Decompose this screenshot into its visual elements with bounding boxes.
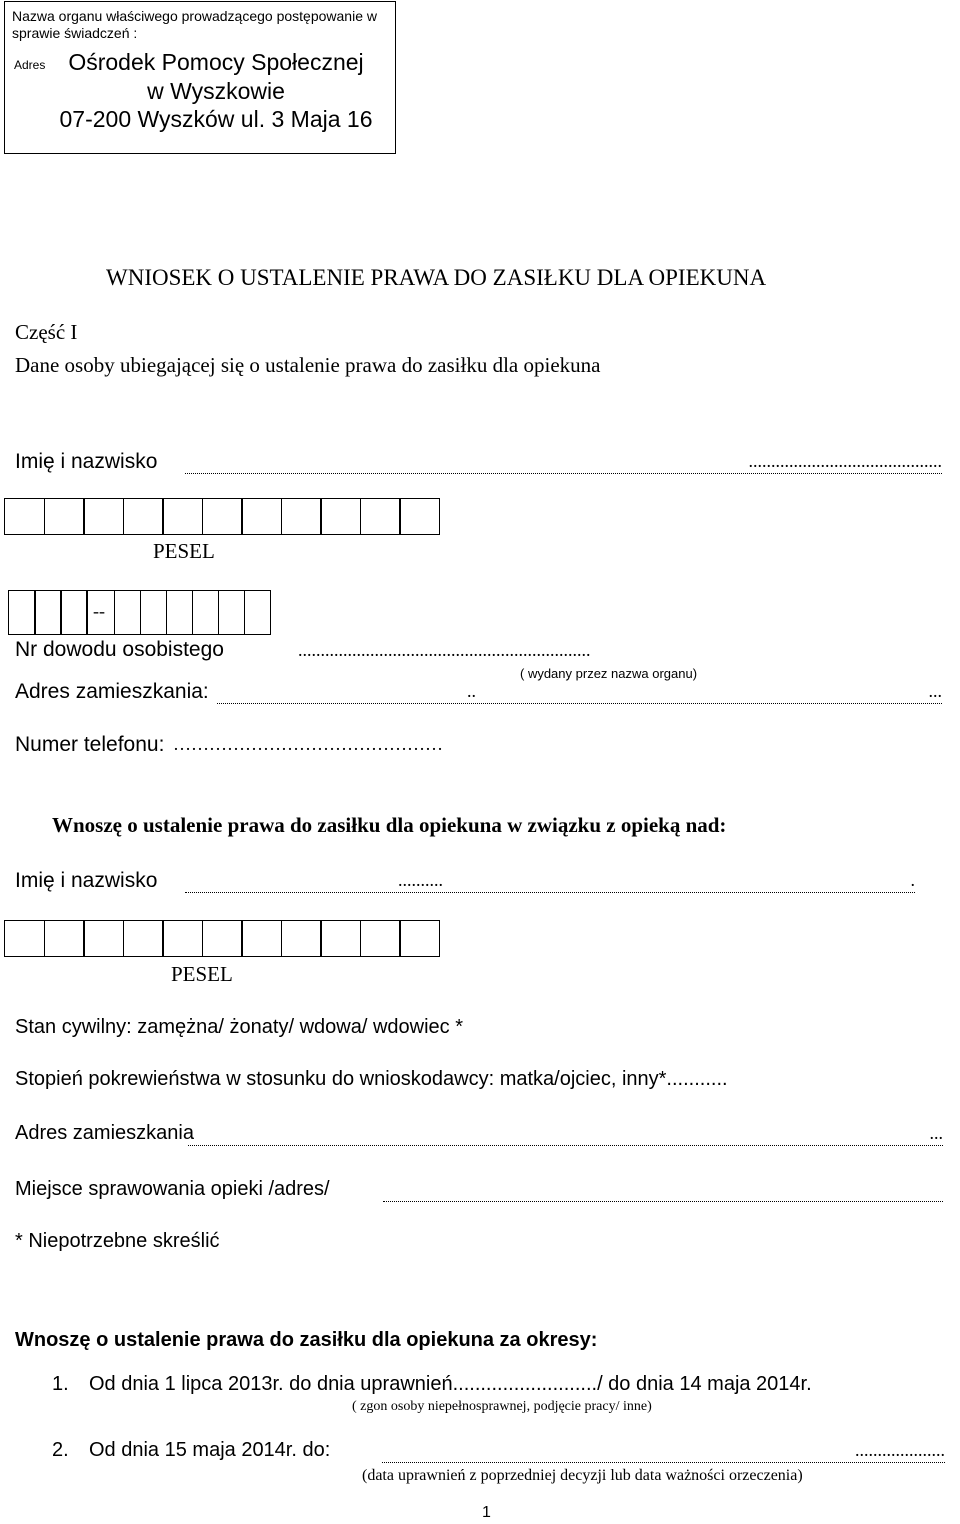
periods-heading: Wnoszę o ustalenie prawa do zasiłku dla opiekuna za okresy: (15, 1329, 598, 1351)
pesel-digit-box[interactable] (4, 498, 45, 535)
period2-note: (data uprawnień z poprzedniej decyzji lub data ważności orzeczenia) (362, 1467, 803, 1484)
part1-subheading: Dane osoby ubiegającej się o ustalenie prawa do zasiłku dla opiekuna (15, 353, 601, 377)
pesel-digit-box[interactable] (241, 498, 282, 535)
pesel-digit-box[interactable] (44, 498, 85, 535)
applicant-address-dots-mid: .. (467, 681, 476, 701)
cared-address-label: Adres zamieszkania (15, 1122, 194, 1144)
part1-heading: Część I (15, 320, 78, 344)
period2-dots: .................... (855, 1440, 945, 1460)
id-dash-box (86, 590, 115, 635)
pesel-digit-box[interactable] (241, 920, 282, 957)
applicant-address-label: Adres zamieszkania: (15, 680, 209, 703)
id-char-box[interactable] (166, 590, 194, 635)
id-issuer-note: ( wydany przez nazwa organu) (520, 666, 698, 681)
pesel-digit-box[interactable] (320, 498, 361, 535)
care-place-field[interactable] (383, 1181, 943, 1202)
id-number-label: Nr dowodu osobistego (15, 638, 224, 661)
applicant-name-label: Imię i nazwisko (15, 450, 158, 473)
address-label-small: Adres (14, 58, 46, 72)
care-place-label: Miejsce sprawowania opieki /adres/ (15, 1178, 330, 1200)
pesel-digit-box[interactable] (123, 498, 164, 535)
applicant-name-dots: ........................................... (748, 451, 942, 471)
phone-field[interactable]: ……………………………………… (173, 734, 443, 754)
id-number-dots[interactable]: ................................................................. (298, 640, 591, 660)
form-title: WNIOSEK O USTALENIE PRAWA DO ZASIŁKU DLA OPIEKUNA (106, 265, 767, 290)
period2-text: Od dnia 15 maja 2014r. do: (89, 1439, 331, 1461)
pesel-digit-box[interactable] (202, 920, 243, 957)
cared-pesel-boxes[interactable] (4, 920, 440, 957)
applicant-name-field[interactable] (185, 453, 942, 474)
cared-address-field[interactable] (188, 1125, 943, 1146)
period1-note: ( zgon osoby niepełnosprawnej, podjęcie pracy/ inne) (352, 1399, 652, 1414)
pesel-digit-box[interactable] (162, 920, 203, 957)
pesel-digit-box[interactable] (123, 920, 164, 957)
pesel-digit-box[interactable] (44, 920, 85, 957)
cared-pesel-label: PESEL (171, 962, 233, 986)
pesel-digit-box[interactable] (281, 498, 322, 535)
applicant-pesel-label: PESEL (153, 539, 215, 563)
pesel-digit-box[interactable] (83, 920, 124, 957)
id-char-box[interactable] (60, 590, 88, 635)
cared-name-dots: .......... (398, 870, 443, 890)
applicant-address-dots-end: ... (928, 681, 942, 701)
cared-address-end: ... (929, 1123, 943, 1143)
id-char-box[interactable] (140, 590, 168, 635)
cared-name-end: . (910, 870, 915, 890)
pesel-digit-box[interactable] (320, 920, 361, 957)
pesel-digit-box[interactable] (399, 920, 440, 957)
id-dash: -- (93, 601, 105, 621)
id-char-box[interactable] (114, 590, 142, 635)
civil-status[interactable]: Stan cywilny: zamężna/ żonaty/ wdowa/ wdowiec * (15, 1016, 463, 1038)
cared-name-label: Imię i nazwisko (15, 869, 158, 892)
pesel-digit-box[interactable] (360, 498, 401, 535)
organ-name-line2: w Wyszkowie (147, 77, 285, 104)
period2-field[interactable] (382, 1442, 945, 1463)
organ-name-line1: Ośrodek Pomocy Społecznej (68, 49, 364, 75)
pesel-digit-box[interactable] (83, 498, 124, 535)
applicant-pesel-boxes[interactable] (4, 498, 440, 535)
period1-text[interactable]: Od dnia 1 lipca 2013r. do dnia uprawnień........................../ do dnia 14 maja 2014r. (89, 1373, 812, 1395)
footnote: * Niepotrzebne skreślić (15, 1230, 220, 1252)
pesel-digit-box[interactable] (162, 498, 203, 535)
cared-name-field[interactable] (185, 872, 915, 893)
pesel-digit-box[interactable] (281, 920, 322, 957)
id-char-box[interactable] (34, 590, 62, 635)
id-char-box[interactable] (218, 590, 246, 635)
id-char-box[interactable] (244, 590, 272, 635)
applicant-address-field[interactable] (217, 683, 942, 704)
pesel-digit-box[interactable] (399, 498, 440, 535)
page-number: 1 (482, 1504, 491, 1521)
phone-label: Numer telefonu: (15, 733, 165, 756)
organ-label: Nazwa organu właściwego prowadzącego postępowanie w sprawie świadczeń : (12, 8, 377, 41)
period2-number: 2. (52, 1439, 69, 1461)
period1-number: 1. (52, 1373, 69, 1395)
id-char-box[interactable] (8, 590, 36, 635)
care-heading: Wnoszę o ustalenie prawa do zasiłku dla opiekuna w związku z opieką nad: (52, 813, 727, 837)
pesel-digit-box[interactable] (4, 920, 45, 957)
pesel-digit-box[interactable] (360, 920, 401, 957)
organ-address: 07-200 Wyszków ul. 3 Maja 16 (59, 106, 373, 132)
pesel-digit-box[interactable] (202, 498, 243, 535)
id-char-box[interactable] (192, 590, 220, 635)
id-number-boxes[interactable] (8, 590, 271, 635)
kinship-degree[interactable]: Stopień pokrewieństwa w stosunku do wnioskodawcy: matka/ojciec, inny*........... (15, 1068, 728, 1090)
organ-name (56, 48, 376, 134)
